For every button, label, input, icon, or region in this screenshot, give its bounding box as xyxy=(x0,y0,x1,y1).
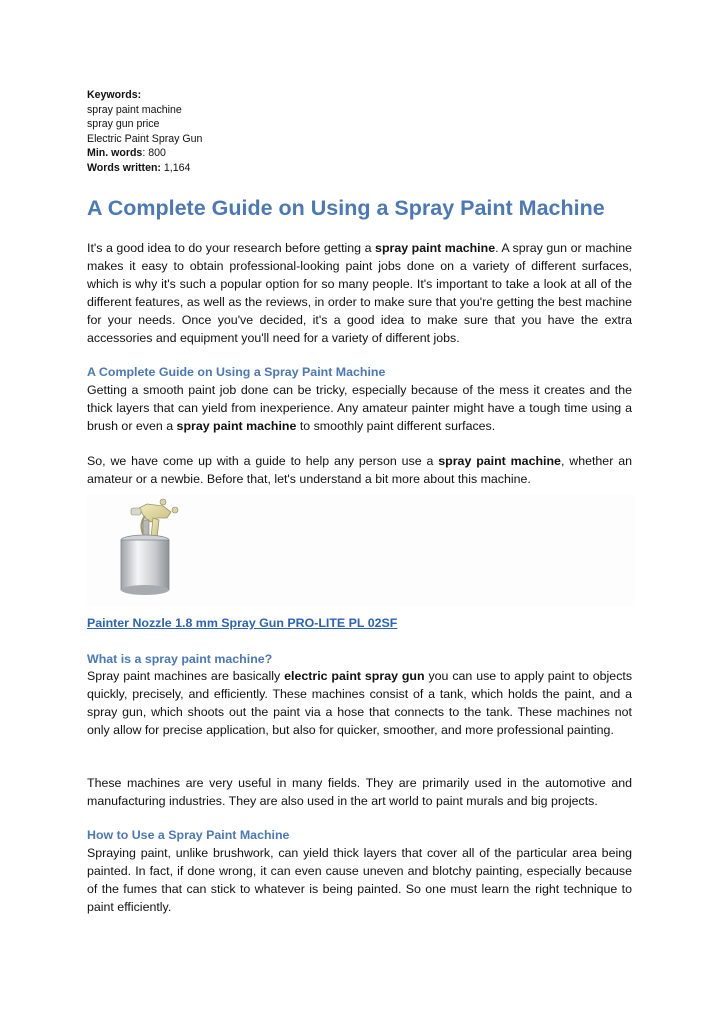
section-heading-how-to: How to Use a Spray Paint Machine xyxy=(87,828,290,842)
uses-paragraph: These machines are very useful in many fields. They are primarily used in the automotive and manufacturing industries. They are also used in the art world to paint murals and big projects. xyxy=(87,776,632,808)
guide-paragraph: Getting a smooth paint job done can be tricky, especially because of the mess it creates and the thick layers that can yield from inexperience. Any amateur painter might have a tough time using a brush or even a spray paint machine to smoothly paint different surfaces. xyxy=(87,383,632,433)
keyword-item: spray gun price xyxy=(87,118,160,130)
how-to-paragraph: Spraying paint, unlike brushwork, can yield thick layers that cover all of the particular area being painted. In fact, if done wrong, it can even cause uneven and blotchy painting, especially because of the fumes that can stick to whatever is being painted. So one must learn the right technique to paint efficiently. xyxy=(87,846,632,914)
intro-paragraph: It's a good idea to do your research before getting a spray paint machine. A spray gun or machine makes it easy to obtain professional-looking paint jobs done on a variety of different surfaces, which is why it's such a popular option for so many people. It's important to take a look at all of the different features, as well as the reviews, in order to make sure that you're getting the best machine for your needs. Once you've decided, it's a good idea to make sure that you have the extra accessories and equipment you'll need for a variety of different jobs. xyxy=(87,241,633,345)
section-heading-guide: A Complete Guide on Using a Spray Paint Machine xyxy=(87,365,386,379)
keyword-meta-block xyxy=(87,88,202,175)
min-words-value: : 800 xyxy=(142,147,166,159)
keyword-highlight: spray paint machine xyxy=(176,419,297,433)
keywords-label: Keywords: xyxy=(87,89,142,101)
keyword-highlight: electric paint spray gun xyxy=(284,669,425,683)
what-is-paragraph: Spray paint machines are basically electric paint spray gun you can use to apply paint to objects quickly, precisely, and efficiently. These machines consist of a tank, which holds the paint, and a spray gun, which shoots out the paint via a hose that connects to the tank. These machines not only allow for precise application, but also for quicker, smoother, and more professional painting. xyxy=(87,669,633,737)
section-heading-what-is: What is a spray paint machine? xyxy=(87,652,273,666)
keyword-highlight: spray paint machine xyxy=(375,241,496,255)
min-words-label: Min. words xyxy=(87,147,143,159)
keyword-item: spray paint machine xyxy=(87,103,182,116)
product-link[interactable]: Painter Nozzle 1.8 mm Spray Gun PRO-LITE PL 02SF xyxy=(87,616,398,630)
product-image xyxy=(87,494,635,606)
words-written-value: 1,164 xyxy=(160,161,191,174)
spray-gun-icon xyxy=(87,494,635,606)
keyword-highlight: spray paint machine xyxy=(438,454,561,468)
keyword-item: Electric Paint Spray Gun xyxy=(87,132,203,145)
guide-paragraph-2: So, we have come up with a guide to help any person use a spray paint machine, whether an amateur or a newbie. Before that, let's understand a bit more about this machine. xyxy=(87,454,632,486)
article-title: A Complete Guide on Using a Spray Paint Machine xyxy=(87,196,605,220)
words-written-label: Words written: xyxy=(87,161,161,174)
